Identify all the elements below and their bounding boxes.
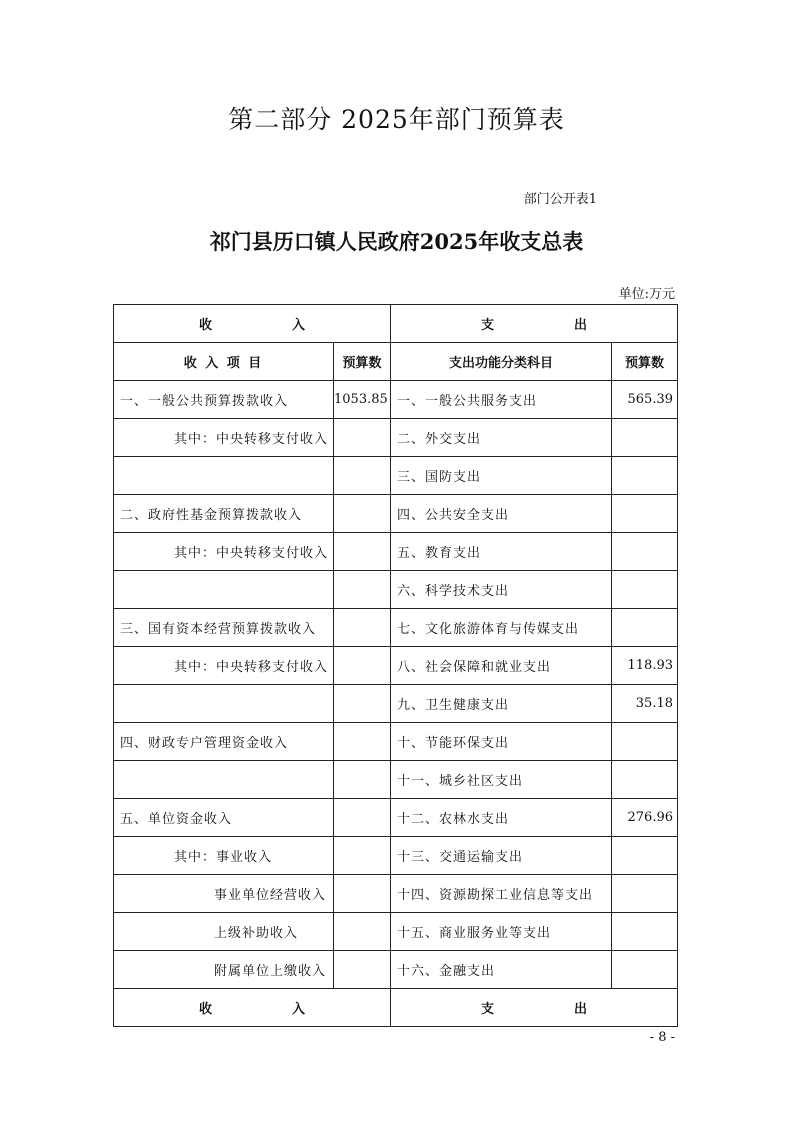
- table-row: [114, 533, 678, 571]
- expense-item-cell: 十二、农林水支出: [391, 799, 612, 837]
- expense-value-cell: 35.18: [612, 685, 678, 723]
- income-value-cell: [334, 419, 391, 457]
- expense-value-cell: [612, 533, 678, 571]
- table-row: [114, 571, 678, 609]
- expense-value-cell: 565.39: [612, 381, 678, 419]
- income-item-cell: [114, 457, 334, 495]
- table-row: [114, 457, 678, 495]
- expense-budget-header: 预算数: [612, 343, 678, 381]
- table-row: [114, 837, 678, 875]
- expense-value-cell: [612, 457, 678, 495]
- income-value-cell: [334, 837, 391, 875]
- income-item-cell: [114, 685, 334, 723]
- expense-item-cell: 十、节能环保支出: [391, 723, 612, 761]
- page-number: - 8 -: [649, 1030, 675, 1045]
- income-item-cell: 其中：中央转移支付收入: [114, 533, 334, 571]
- expense-item-cell: 二、外交支出: [391, 419, 612, 457]
- income-item-cell: 五、单位资金收入: [114, 799, 334, 837]
- income-section-footer: 收 入: [114, 989, 391, 1027]
- income-item-cell: 事业单位经营收入: [114, 875, 334, 913]
- expense-value-cell: [612, 951, 678, 989]
- unit-label: 单位:万元: [618, 287, 675, 302]
- expense-section-footer: 支 出: [391, 989, 678, 1027]
- expense-item-cell: 四、公共安全支出: [391, 495, 612, 533]
- table-row: [114, 685, 678, 723]
- expense-item-cell: 七、文化旅游体育与传媒支出: [391, 609, 612, 647]
- expense-item-cell: 十五、商业服务业等支出: [391, 913, 612, 951]
- expense-item-cell: 五、教育支出: [391, 533, 612, 571]
- expense-item-cell: 三、国防支出: [391, 457, 612, 495]
- income-value-cell: [334, 951, 391, 989]
- income-item-cell: 四、财政专户管理资金收入: [114, 723, 334, 761]
- expense-value-cell: 276.96: [612, 799, 678, 837]
- income-value-cell: 1053.85: [334, 381, 391, 419]
- expense-value-cell: [612, 723, 678, 761]
- expense-item-cell: 八、社会保障和就业支出: [391, 647, 612, 685]
- form-number: 部门公开表1: [523, 192, 597, 207]
- expense-item-cell: 十四、资源勘探工业信息等支出: [391, 875, 612, 913]
- expense-value-cell: [612, 609, 678, 647]
- income-item-cell: 附属单位上缴收入: [114, 951, 334, 989]
- table-title: 祁门县历口镇人民政府2025年收支总表: [209, 229, 584, 254]
- income-item-cell: 一、一般公共预算拨款收入: [114, 381, 334, 419]
- income-budget-header: 预算数: [334, 343, 391, 381]
- expense-item-cell: 一、一般公共服务支出: [391, 381, 612, 419]
- budget-summary-table: [113, 304, 678, 1027]
- expense-value-cell: [612, 495, 678, 533]
- expense-value-cell: 118.93: [612, 647, 678, 685]
- expense-item-cell: 六、科学技术支出: [391, 571, 612, 609]
- income-value-cell: [334, 685, 391, 723]
- income-item-cell: [114, 761, 334, 799]
- expense-item-cell: 十六、金融支出: [391, 951, 612, 989]
- income-item-cell: 三、国有资本经营预算拨款收入: [114, 609, 334, 647]
- table-row: [114, 647, 678, 685]
- expense-value-cell: [612, 875, 678, 913]
- income-value-cell: [334, 533, 391, 571]
- expense-item-cell: 九、卫生健康支出: [391, 685, 612, 723]
- income-value-cell: [334, 799, 391, 837]
- table-row: [114, 761, 678, 799]
- income-value-cell: [334, 495, 391, 533]
- table-row: [114, 723, 678, 761]
- table-row: [114, 951, 678, 989]
- income-item-cell: 二、政府性基金预算拨款收入: [114, 495, 334, 533]
- income-value-cell: [334, 609, 391, 647]
- income-value-cell: [334, 457, 391, 495]
- income-value-cell: [334, 761, 391, 799]
- income-value-cell: [334, 723, 391, 761]
- table-row: [114, 875, 678, 913]
- income-item-cell: 其中：事业收入: [114, 837, 334, 875]
- table-row: [114, 609, 678, 647]
- income-item-cell: 其中：中央转移支付收入: [114, 647, 334, 685]
- expense-item-cell: 十三、交通运输支出: [391, 837, 612, 875]
- income-value-cell: [334, 571, 391, 609]
- expense-value-cell: [612, 761, 678, 799]
- expense-section-header: 支 出: [391, 305, 678, 343]
- table-row: [114, 799, 678, 837]
- expense-value-cell: [612, 571, 678, 609]
- expense-value-cell: [612, 419, 678, 457]
- income-item-cell: 上级补助收入: [114, 913, 334, 951]
- income-item-cell: [114, 571, 334, 609]
- income-item-cell: 其中：中央转移支付收入: [114, 419, 334, 457]
- income-item-header: 收 入 项 目: [114, 343, 334, 381]
- table-row: [114, 913, 678, 951]
- expense-value-cell: [612, 837, 678, 875]
- income-value-cell: [334, 913, 391, 951]
- expense-item-cell: 十一、城乡社区支出: [391, 761, 612, 799]
- part-title: 第二部分 2025年部门预算表: [228, 105, 565, 134]
- expense-item-header: 支出功能分类科目: [391, 343, 612, 381]
- income-section-header: 收 入: [114, 305, 391, 343]
- table-row: [114, 419, 678, 457]
- income-value-cell: [334, 647, 391, 685]
- expense-value-cell: [612, 913, 678, 951]
- table-row: [114, 381, 678, 419]
- table-row: [114, 495, 678, 533]
- income-value-cell: [334, 875, 391, 913]
